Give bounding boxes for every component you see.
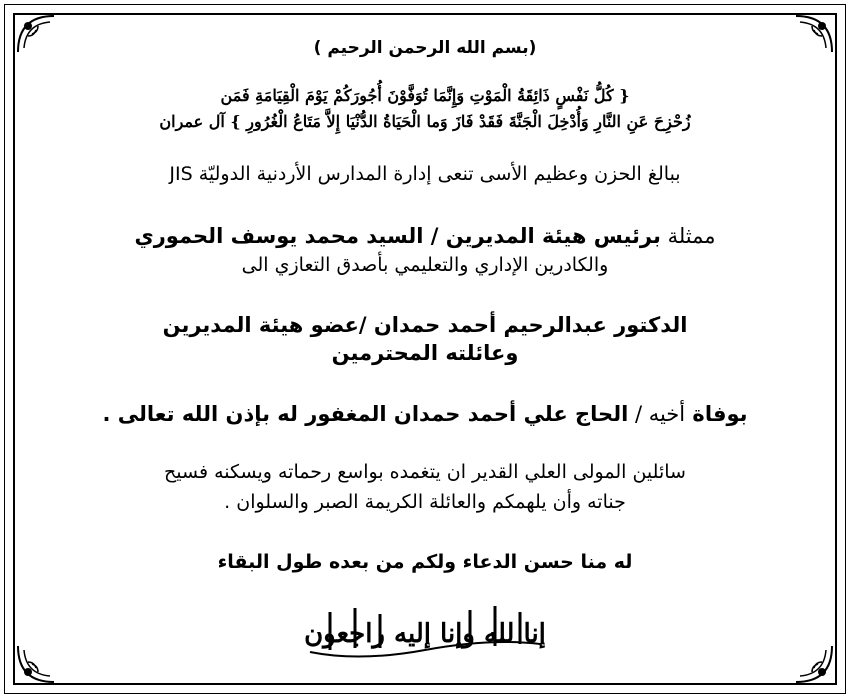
- representative-prefix: ممثلة: [660, 224, 716, 248]
- staff-line: والكادرين الإداري والتعليمي بأصدق التعازي الى: [241, 254, 609, 276]
- deceased-relation: أخيه /: [628, 402, 686, 426]
- representative-name: برئيس هيئة المديرين / السيد محمد يوسف الحموري: [134, 224, 661, 248]
- recipient-family: وعائلته المحترمين: [331, 341, 519, 365]
- recipient-name: الدكتور عبدالرحيم أحمد حمدان /عضو هيئة المديرين: [162, 313, 688, 337]
- quran-verse-line-1: { كُلُّ نَفْسٍ ذَائِقَةُ الْمَوْتِ وَإِنَّمَا تُوَفَّوْنَ أُجُورَكُمْ يَوْمَ الْقِيَامَةِ فَمَن: [220, 86, 630, 105]
- deceased-line: [0, 402, 850, 426]
- representative-line: [0, 224, 850, 248]
- calligraphy-text: إنا لله وإنا إليه راجعون: [304, 619, 546, 649]
- intro-text: ببالغ الحزن وعظيم الأسى تنعى إدارة المدارس الأردنية الدوليّة JIS: [169, 163, 681, 185]
- corner-ornament-icon: [792, 642, 836, 686]
- calligraphy-inna-lillah: [300, 592, 550, 668]
- closing-line: له منا حسن الدعاء ولكم من بعده طول البقاء: [217, 551, 633, 573]
- deceased-prefix: بوفاة: [685, 402, 748, 426]
- basmala: (بسم الله الرحمن الرحيم ): [313, 38, 537, 58]
- deceased-name: الحاج علي أحمد حمدان المغفور له بإذن الله تعالى .: [102, 402, 629, 426]
- prayer-line-1: سائلين المولى العلي القدير ان يتغمده بواسع رحماته ويسكنه فسيح: [164, 461, 686, 483]
- quran-verse-line-2: زُحْزِحَ عَنِ النَّارِ وَأُدْخِلَ الْجَنَّةَ فَقَدْ فَازَ وَما الْحَيَاةُ الدُّنْيَا إِلاَّ مَتَاعُ الْغُرُورِ } آل عمران: [159, 112, 691, 131]
- corner-ornament-icon: [14, 642, 58, 686]
- prayer-line-2: جناته وأن يلهمكم والعائلة الكريمة الصبر والسلوان .: [224, 491, 626, 513]
